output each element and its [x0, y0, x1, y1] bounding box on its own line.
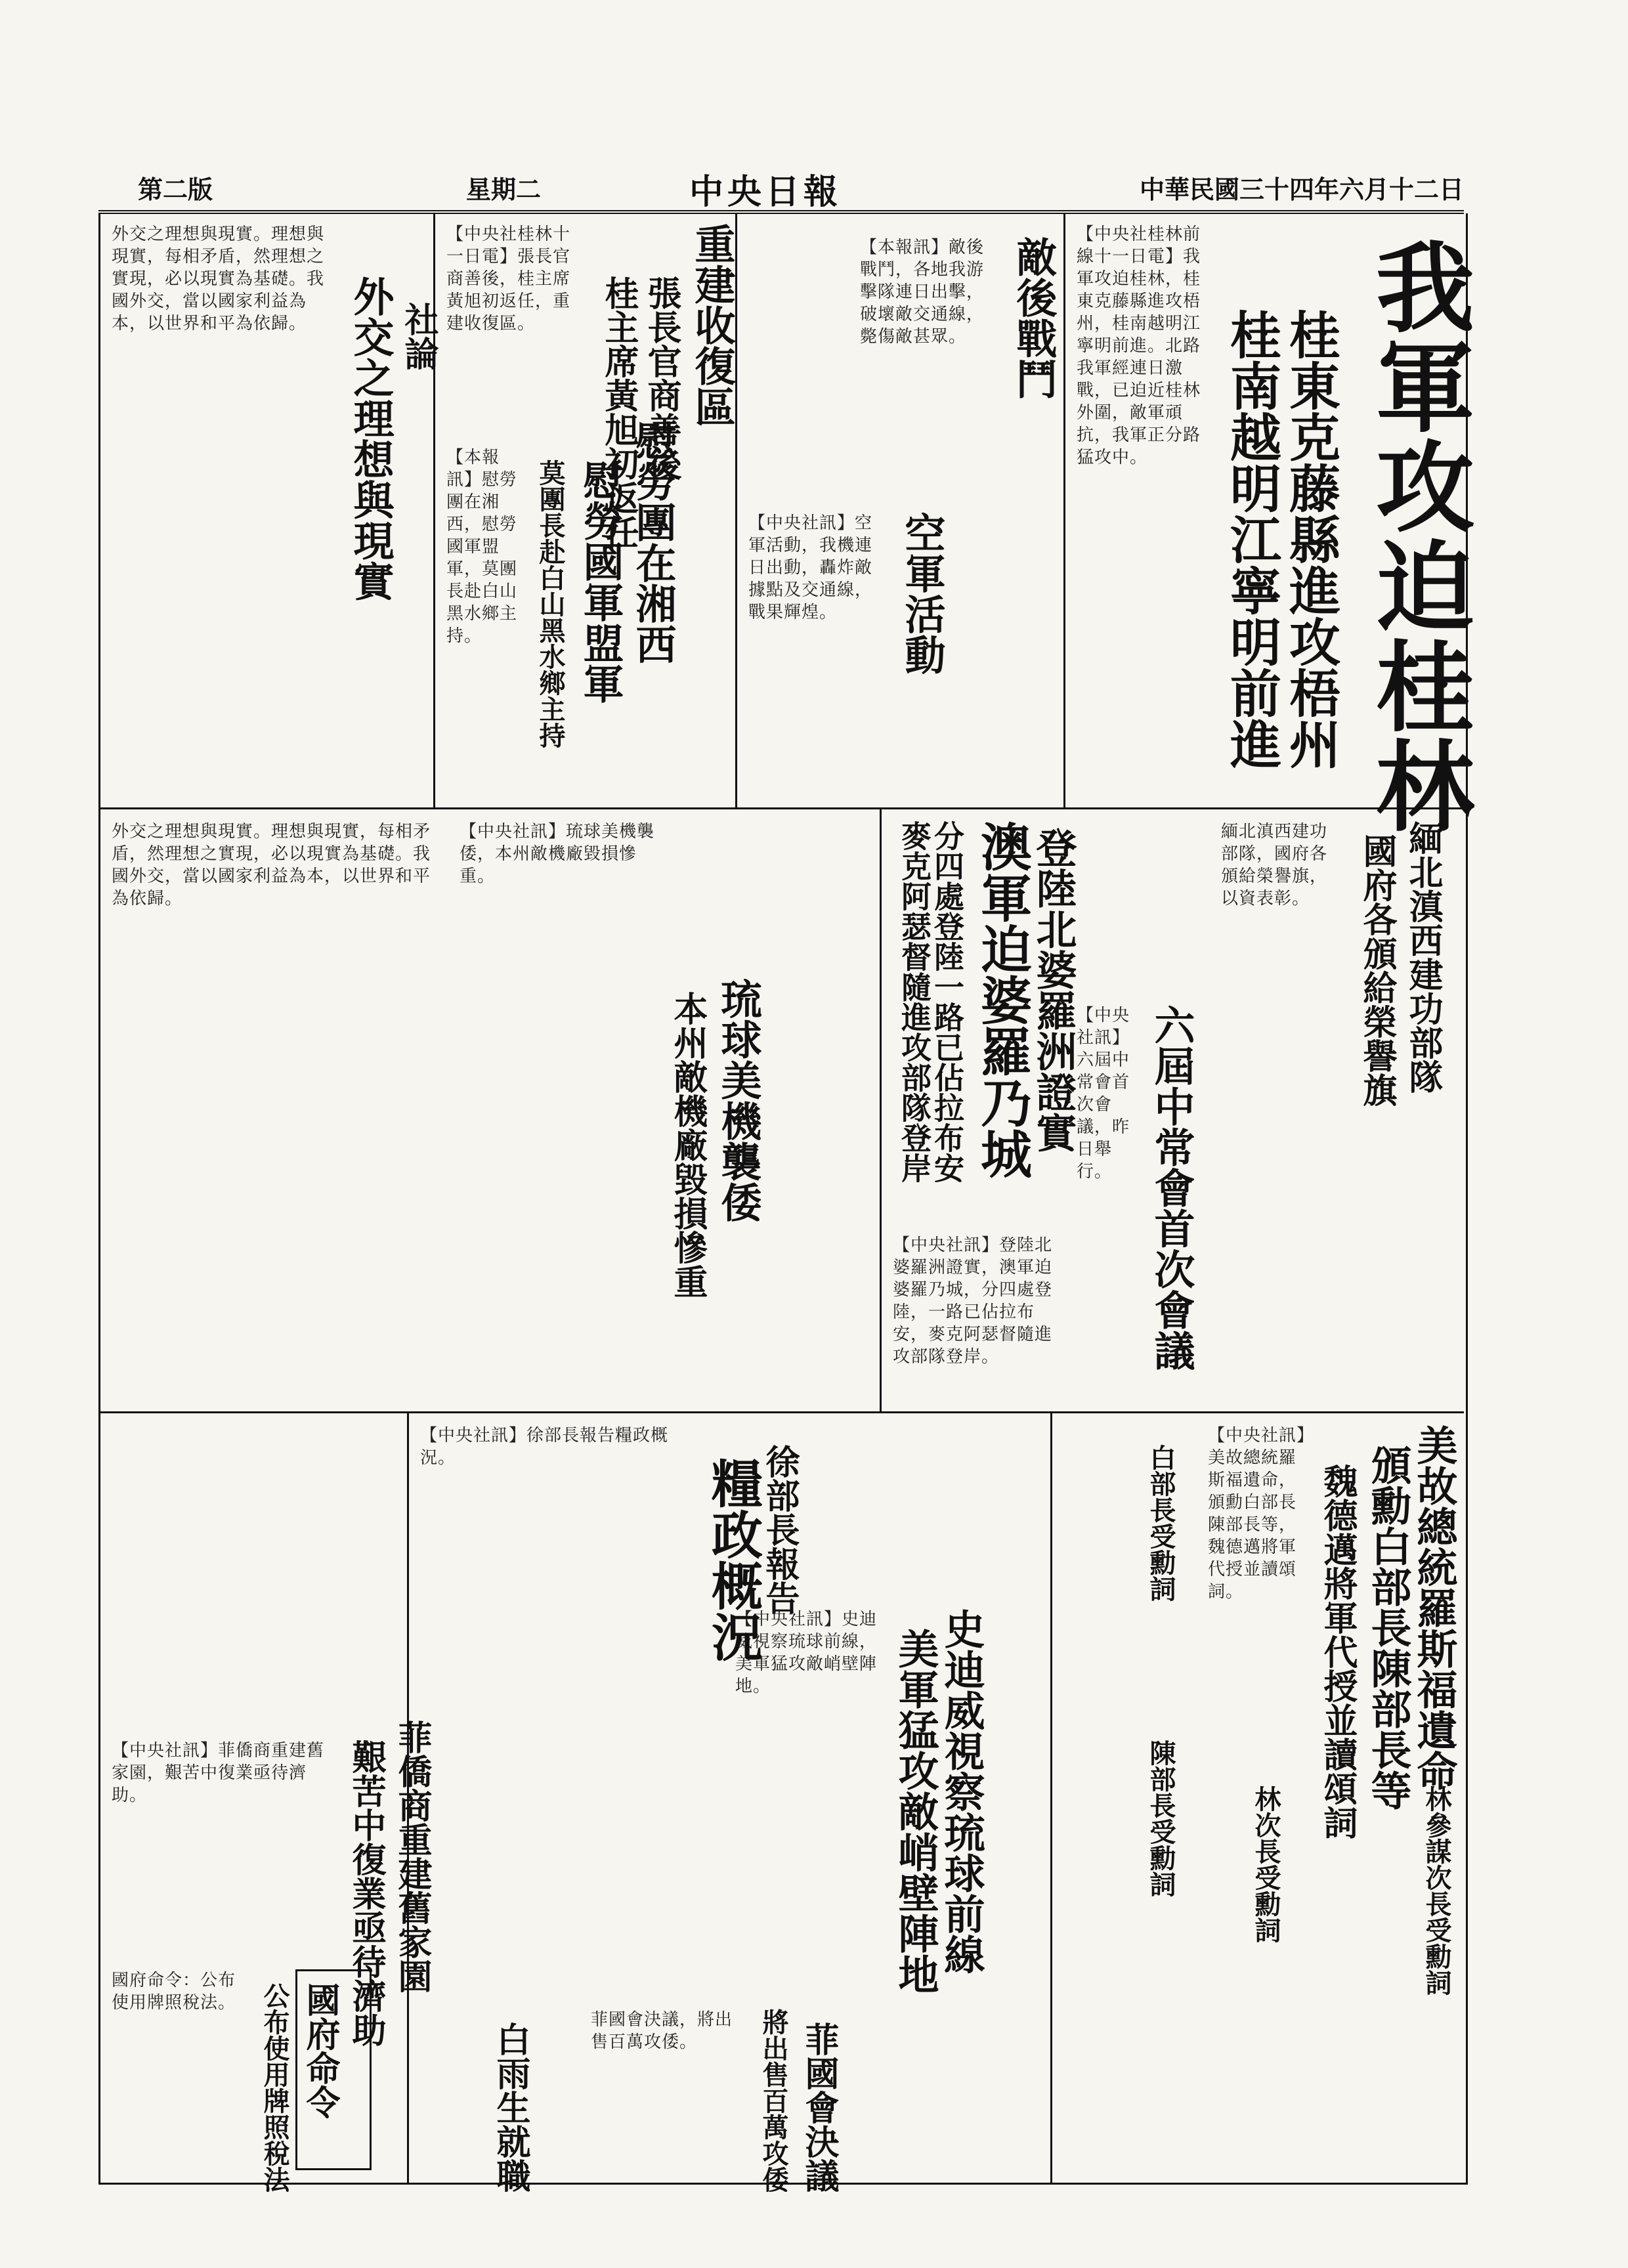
section-subheadline: 白部長受勳詞 [1146, 1444, 1176, 1602]
story-text: 【中央社訊】六屆中常會首次會議，昨日舉行。 [1077, 1006, 1130, 1182]
story-text: 【中央社訊】琉球美機襲倭，本州敵機廠毀損慘重。 [460, 822, 655, 886]
section-headline: 慰勞團在湘西 [629, 420, 677, 664]
section-subheadline: 分四處登陸一路已佔拉布安 [930, 821, 965, 1183]
section-headline: 慰勞國軍盟軍 [576, 460, 624, 704]
section-headline: 六屆中常會首次會議 [1147, 1004, 1195, 1371]
story-text: 【中央社訊】菲僑商重建舊家園，艱苦中復業亟待濟助。 [112, 1741, 325, 1805]
story-text: 菲國會決議，將出售百萬攻倭。 [591, 2010, 733, 2052]
section-headline: 國府各頒給榮譽旗 [1357, 834, 1397, 1107]
story-text: 【中央社訊】徐部長報告糧政概況。 [420, 1426, 669, 1468]
notice-box [295, 1969, 372, 2170]
masthead-date: 中華民國三十四年六月十二日 [1139, 175, 1464, 204]
editorial-continued-text: 外交之理想與現實。理想與現實，每相矛盾，然理想之實現，必以現實為基礎。我國外交，當以國家利益為本，以世界和平為依歸。 [112, 822, 431, 909]
masthead-title: 中央日報 [689, 172, 842, 212]
column-divider [1050, 1411, 1052, 2183]
section-headline: 史迪威視察琉球前線 [937, 1608, 985, 1975]
section-subheadline: 林參謀次長受勳詞 [1421, 1786, 1452, 1996]
section-headline: 空軍活動 [898, 512, 946, 675]
section-headline: 重建收復區 [688, 223, 736, 427]
story-text: 【中央社訊】空軍活動，我機連日出動，轟炸敵據點及交通線，戰果輝煌。 [748, 513, 873, 622]
story-text: 【中央社桂林十一日電】張長官商善後，桂主席黃旭初返任，重建收復區。 [446, 225, 571, 333]
story-text: 緬北滇西建功部隊，國府各頒給榮譽旗，以資表彰。 [1221, 822, 1328, 909]
section-headline: 白雨生就職 [490, 2022, 530, 2193]
section-headline: 緬北滇西建功部隊 [1403, 821, 1443, 1094]
lead-subheadline: 桂南越明江寧明前進 [1222, 309, 1281, 769]
editorial-label: 社論 [398, 302, 439, 370]
section-subheadline: 莫團長赴白山黑水鄉主持 [535, 460, 566, 748]
editorial-text: 外交之理想與現實。理想與現實，每相矛盾，然理想之實現，必以現實為基礎。我國外交，當以國家利益為本，以世界和平為依歸。 [112, 225, 325, 333]
story-text: 【中央社訊】史迪威視察琉球前線，美軍猛攻敵峭壁陣地。 [735, 1610, 878, 1696]
column-divider [1063, 213, 1065, 807]
story-text: 【本報訊】敵後戰鬥，各地我游擊隊連日出擊，破壞敵交通線，斃傷敵甚眾。 [860, 238, 985, 347]
section-headline: 艱苦中復業亟待濟助 [346, 1740, 386, 2047]
column-divider [880, 807, 882, 1411]
section-subheadline: 將出售百萬攻倭 [758, 2009, 789, 2193]
section-headline: 敵後戰鬥 [1010, 236, 1058, 399]
section-subheadline: 麥克阿瑟督隨進攻部隊登岸 [897, 821, 932, 1183]
lead-subheadline: 桂東克藤縣進攻梧州 [1281, 309, 1340, 769]
masthead [98, 164, 1464, 214]
masthead-page-number: 第二版 [138, 175, 213, 204]
section-headline: 糧政概況 [703, 1457, 763, 1662]
section-subheadline: 本州敵機廠毀損慘重 [668, 991, 708, 1298]
lead-headline: 我軍攻迫桂林 [1359, 236, 1474, 835]
section-headline: 菲國會決議 [799, 2022, 839, 2193]
lead-story-text: 【中央社桂林前線十一日電】我軍攻迫桂林，桂東克藤縣進攻梧州，桂南越明江寧明前進。北路我軍經連日激戰，已迫近桂林外圍，敵軍頑抗，我軍正分路猛攻中。 [1077, 225, 1201, 467]
section-subheadline: 魏德邁將軍代授並讀頌詞 [1317, 1464, 1358, 1839]
section-subheadline: 張長官商善後 [641, 276, 681, 481]
section-subheadline: 公布使用牌照稅法 [259, 1982, 290, 2193]
section-subheadline: 林次長受勳詞 [1251, 1786, 1281, 1943]
section-divider [98, 1411, 1464, 1413]
section-subheadline: 陳部長受勳詞 [1146, 1740, 1176, 1897]
section-headline: 頒勳白部長陳部長等 [1364, 1444, 1412, 1810]
story-text: 【中央社訊】登陸北婆羅洲證實，澳軍迫婆羅乃城，分四處登陸，一路已佔拉布安，麥克阿瑟督隨進攻部隊登岸。 [893, 1235, 1053, 1367]
section-divider [98, 807, 1464, 809]
masthead-weekday: 星期二 [466, 175, 542, 204]
section-subheadline: 徐部長報告 [760, 1444, 800, 1615]
section-headline: 美故總統羅斯福遺命 [1410, 1424, 1458, 1791]
section-headline: 國府命令 [300, 1982, 340, 2119]
editorial-title: 外交之理想與現實 [347, 276, 395, 601]
story-text: 國府命令：公布使用牌照稅法。 [112, 1971, 236, 2013]
section-subheadline: 桂主席黃旭初返任 [599, 276, 639, 549]
section-headline: 澳軍迫婆羅乃城 [972, 821, 1032, 1179]
story-text: 【本報訊】慰勞團在湘西，慰勞國軍盟軍，莫團長赴白山黑水鄉主持。 [446, 448, 518, 646]
story-text: 【中央社訊】美故總統羅斯福遺命，頒勳白部長陳部長等，魏德邁將軍代授並讀頌詞。 [1208, 1426, 1306, 1602]
section-headline: 登陸北婆羅洲證實 [1029, 827, 1077, 1153]
section-headline: 琉球美機襲倭 [714, 978, 762, 1222]
section-headline: 美軍猛攻敵峭壁陣地 [891, 1628, 939, 1994]
section-headline: 菲僑商重建舊家園 [392, 1720, 432, 1993]
